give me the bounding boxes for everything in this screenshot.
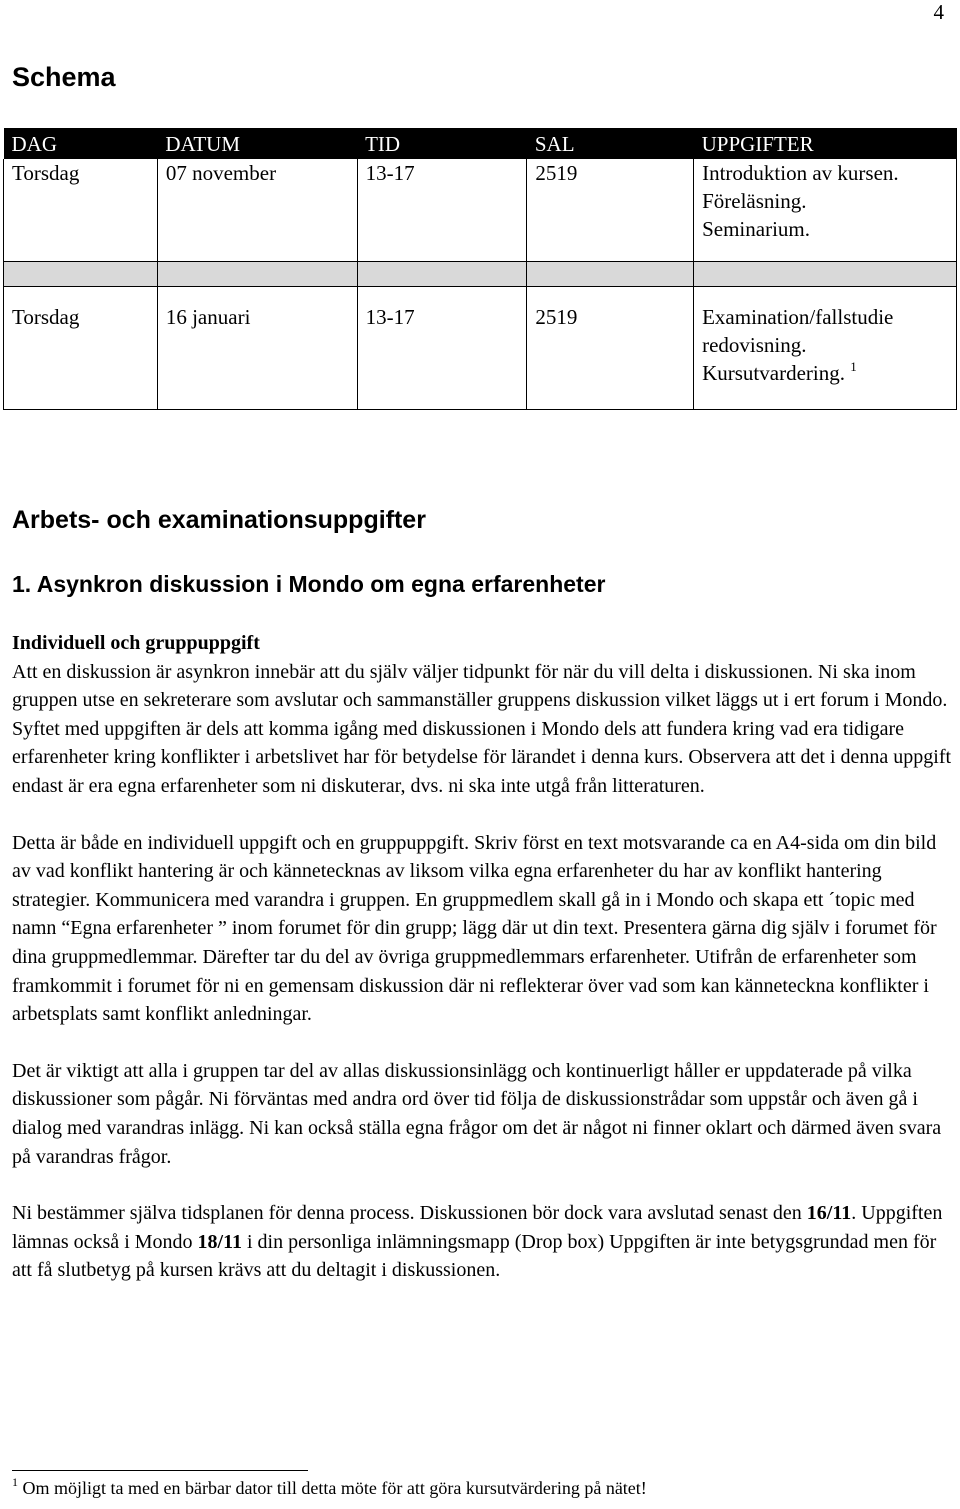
table-row — [4, 159, 957, 262]
task-body — [12, 629, 952, 1313]
paragraph: Att en diskussion är asynkron innebär att du själv väljer tidpunkt för när du vill delta i diskussionen. Ni ska inom gruppen utse en sekreterare som avslutar och sammanställer gruppens diskussion vilket läggs ut i ert forum i Mondo. Syftet med uppgiften är dels att komma igång med diskussionen i Mondo dels att fundera kring vad era tidigare erfarenheter kring konflikter i arbetslivet har för betydelse för lärandet i denna kurs. Observera att det i denna uppgift endast är era egna erfarenheter som ni diskuterar, dvs. ni ska inte utgå från litteraturen. — [12, 660, 952, 797]
section-heading: Arbets- och examinationsuppgifter — [12, 506, 426, 534]
uppgift-line: Seminarium. — [702, 217, 810, 241]
header-tid: TID — [357, 128, 527, 159]
paragraph: Det är viktigt att alla i gruppen tar del av allas diskussionsinlägg och kontinuerligt håller er uppdaterade på vilka diskussioner som pågår. Ni förväntas med andra ord över tid följa de diskussionstrådar som uppstår och även gå i dialog med varandras inlägg. Ni kan också ställa egna frågor om det är något ni finner oklart och därmed även svara på varandras frågor. — [12, 1059, 942, 1168]
task-heading: 1. Asynkron diskussion i Mondo om egna erfarenheter — [12, 571, 606, 597]
footnote-divider — [12, 1470, 308, 1471]
uppgift-line: Föreläsning. — [702, 189, 807, 213]
cell-tid: 13-17 — [357, 287, 527, 410]
header-dag: DAG — [4, 128, 158, 159]
footnote-reference[interactable]: 1 — [850, 359, 857, 374]
uppgift-line: Examination/fallstudie — [702, 305, 894, 329]
cell-uppgifter — [694, 287, 957, 410]
header-uppgifter: UPPGIFTER — [694, 128, 957, 159]
page-number: 4 — [933, 0, 944, 24]
schema-heading: Schema — [12, 62, 116, 92]
uppgift-last-line: Kursutvardering. — [702, 361, 845, 385]
paragraph — [12, 1199, 952, 1285]
cell-datum: 07 november — [157, 159, 357, 262]
uppgift-line: Introduktion av kursen. — [702, 161, 899, 185]
uppgift-line — [702, 359, 948, 387]
paragraph-text: Ni bestämmer själva tidsplanen för denna process. Diskussionen bör dock vara avslutad senast den — [12, 1202, 807, 1225]
paragraph: Detta är både en individuell uppgift och en gruppuppgift. Skriv först en text motsvarande ca en A4-sida om din bild av vad konflikt hantering är och kännetecknas av liksom vilka egna erfarenheter du har av konflikt hantering strategier. Kommunicera med varandra i gruppen. En gruppmedlem skall gå in i Mondo och skapa ett ´topic med namn “Egna erfarenheter ” inom forumet för din grupp; lägg där ut din text. Presentera gärna dig själv i forumet för dina gruppmedlemmar. Därefter tar du del av övriga gruppmedlemmars erfarenheter. Utifrån de erfarenheter som framkommit i forumet för ni en gemensam diskussion där ni reflekterar över vad som kan känneteckna konflikter i arbetsplats samt konflikt anledningar. — [12, 831, 937, 1026]
cell-uppgifter — [694, 159, 957, 262]
schedule-table — [3, 128, 957, 410]
cell-tid: 13-17 — [357, 159, 527, 262]
table-separator-row — [4, 262, 957, 287]
paragraph-text: . Uppgiften lämnas också i Mondo — [12, 1202, 943, 1253]
cell-dag: Torsdag — [4, 159, 158, 262]
footnote-marker: 1 — [12, 1475, 18, 1489]
table-row — [4, 287, 957, 410]
footnote-text: Om möjligt ta med en bärbar dator till detta möte för att göra kursutvärdering på nätet! — [18, 1478, 647, 1498]
task-subheading: Individuell och gruppuppgift — [12, 632, 260, 654]
paragraph-text: i din personliga inlämningsmapp (Drop box) Uppgiften är inte betygsgrundad men för att få slutbetyg på kursen krävs att du deltagit i diskussionen. — [12, 1230, 937, 1282]
cell-dag: Torsdag — [4, 287, 158, 410]
header-sal: SAL — [527, 128, 694, 159]
header-datum: DATUM — [157, 128, 357, 159]
deadline-date: 16/11 — [806, 1202, 852, 1225]
cell-sal: 2519 — [527, 159, 694, 262]
footnote — [12, 1475, 647, 1499]
deadline-date: 18/11 — [197, 1230, 242, 1253]
schedule-header-row — [4, 128, 957, 159]
cell-datum: 16 januari — [157, 287, 357, 410]
uppgift-line: redovisning. — [702, 333, 807, 357]
cell-sal: 2519 — [527, 287, 694, 410]
